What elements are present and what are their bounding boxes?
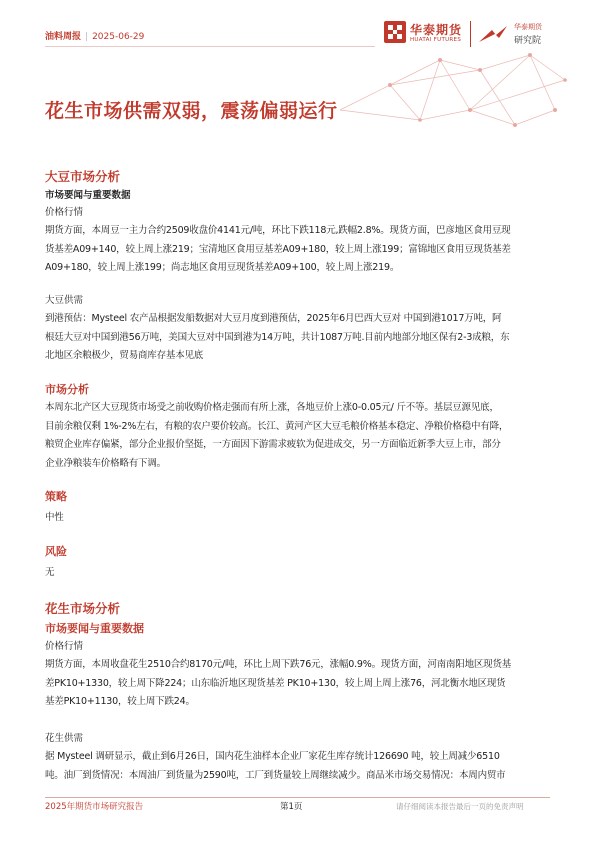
soybean-analysis-paragraph bbox=[45, 399, 550, 473]
soybean-supply-paragraph bbox=[45, 310, 550, 366]
paragraph-line: 到港预估：Mysteel 农产品根据发船数据对大豆月度到港预估，2025年6月巴西大豆对 中国到港1017万吨，阿 bbox=[45, 313, 502, 324]
soybean-section-title: 大豆市场分析 bbox=[45, 169, 121, 184]
paragraph-line: 根廷大豆对中国到港56万吨，美国大豆对中国到港为14万吨，共计1087万吨.目前内地部分地区保有2-3成粮，东 bbox=[45, 331, 510, 343]
paragraph-line: 目前余粮仅剩 1%-2%左右，有粮的农户要价较高。长江、黄河产区大豆毛粮价格基本稳定、净粮价格稳中有降， bbox=[45, 420, 509, 432]
soybean-analysis-title: 市场分析 bbox=[45, 383, 89, 396]
soybean-price-paragraph bbox=[45, 222, 550, 278]
page-header bbox=[0, 0, 595, 150]
institute-line1: 华泰期货 bbox=[514, 23, 542, 31]
paragraph-line: A09+180，较上周上涨199；尚志地区食用豆现货基差A09+100，较上周上涨219。 bbox=[45, 262, 400, 273]
soybean-strategy-block bbox=[45, 489, 550, 528]
footer-rule bbox=[45, 797, 550, 798]
paragraph-line: 据 Mysteel 调研显示，截止到6月26日，国内花生油样本企业厂家花生库存统计126690 吨，较上周减少6510 bbox=[45, 751, 500, 762]
paragraph-line: 吨。油厂到货情况：本周油厂到货量为2590吨，工厂到货量较上周继续减少。商品米市场交易情况：本周内贸市 bbox=[45, 769, 506, 781]
soybean-supply-block bbox=[45, 294, 550, 366]
report-meta bbox=[45, 29, 144, 42]
meta-separator: | bbox=[85, 32, 89, 42]
page-number: 第1页 bbox=[280, 802, 303, 812]
peanut-supply-label: 花生供需 bbox=[45, 733, 84, 744]
soybean-supply-label: 大豆供需 bbox=[45, 295, 84, 306]
soybean-section bbox=[45, 168, 550, 278]
report-type: 油料周报 bbox=[45, 32, 82, 42]
network-decoration bbox=[330, 40, 570, 150]
paragraph-line: 粮贸企业库存偏紧，部分企业报价坚挺，一方面因下游需求疲软为促进成交，另一方面临近新季大豆上市，部分 bbox=[45, 439, 501, 450]
institute-line2: 研究院 bbox=[514, 36, 542, 46]
peanut-section bbox=[45, 600, 550, 712]
soybean-risk-block bbox=[45, 544, 550, 583]
logo-en-text: HUATAI FUTURES bbox=[410, 37, 462, 43]
page-title: 花生市场供需双弱，震荡偏弱运行 bbox=[45, 100, 338, 122]
paragraph-line: 北地区余粮极少，贸易商库存基本见底 bbox=[45, 350, 204, 361]
paragraph-line: 本周东北产区大豆现货市场受之前收购价格走强而有所上涨，各地豆价上涨0-0.05元/ 斤不等。基层豆源见底， bbox=[45, 402, 499, 413]
paragraph-line: 期货方面，本周豆一主力合约2509收盘价4141元/吨，环比下跌118元,跌幅2.8%。现货方面，巴彦地区食用豆现 bbox=[45, 225, 511, 236]
soybean-strategy-value: 中性 bbox=[45, 512, 64, 523]
paragraph-line: 基差PK10+1130，较上周下跌24。 bbox=[45, 696, 195, 707]
soybean-news-heading: 市场要闻与重要数据 bbox=[45, 190, 131, 201]
peanut-supply-paragraph bbox=[45, 748, 550, 785]
peanut-supply-block bbox=[45, 732, 550, 785]
paragraph-line: 企业净粮装车价格略有下调。 bbox=[45, 457, 166, 469]
paragraph-line: 货基差A09+140，较上周上涨219；宝清地区食用豆基差A09+180，较上周上涨199；富锦地区食用豆现货基差 bbox=[45, 243, 511, 255]
peanut-news-heading: 市场要闻与重要数据 bbox=[45, 622, 144, 635]
footer-report-name: 2025年期货市场研究报告 bbox=[45, 802, 144, 812]
peanut-section-title: 花生市场分析 bbox=[45, 601, 121, 616]
peanut-price-paragraph bbox=[45, 656, 550, 712]
footer-disclaimer-note: 请仔细阅读本报告最后一页的免责声明 bbox=[396, 802, 524, 811]
logo-cn-text: 华泰期货 bbox=[410, 23, 463, 37]
soybean-analysis-block bbox=[45, 382, 550, 473]
report-date: 2025-06-29 bbox=[92, 32, 145, 42]
header-rule bbox=[45, 46, 375, 47]
peanut-price-label: 价格行情 bbox=[45, 641, 84, 652]
soybean-strategy-title: 策略 bbox=[45, 490, 67, 503]
soybean-price-label: 价格行情 bbox=[45, 207, 84, 218]
soybean-risk-title: 风险 bbox=[45, 545, 67, 558]
soybean-risk-value: 无 bbox=[45, 567, 55, 578]
paragraph-line: 差PK10+1330，较上周下降224；山东临沂地区现货基差 PK10+130，较上周上周上涨76，河北衡水地区现货 bbox=[45, 677, 506, 689]
paragraph-line: 期货方面，本周收盘花生2510合约8170元/吨，环比上周下跌76元，涨幅0.9%。现货方面，河南南阳地区现货基 bbox=[45, 659, 512, 670]
